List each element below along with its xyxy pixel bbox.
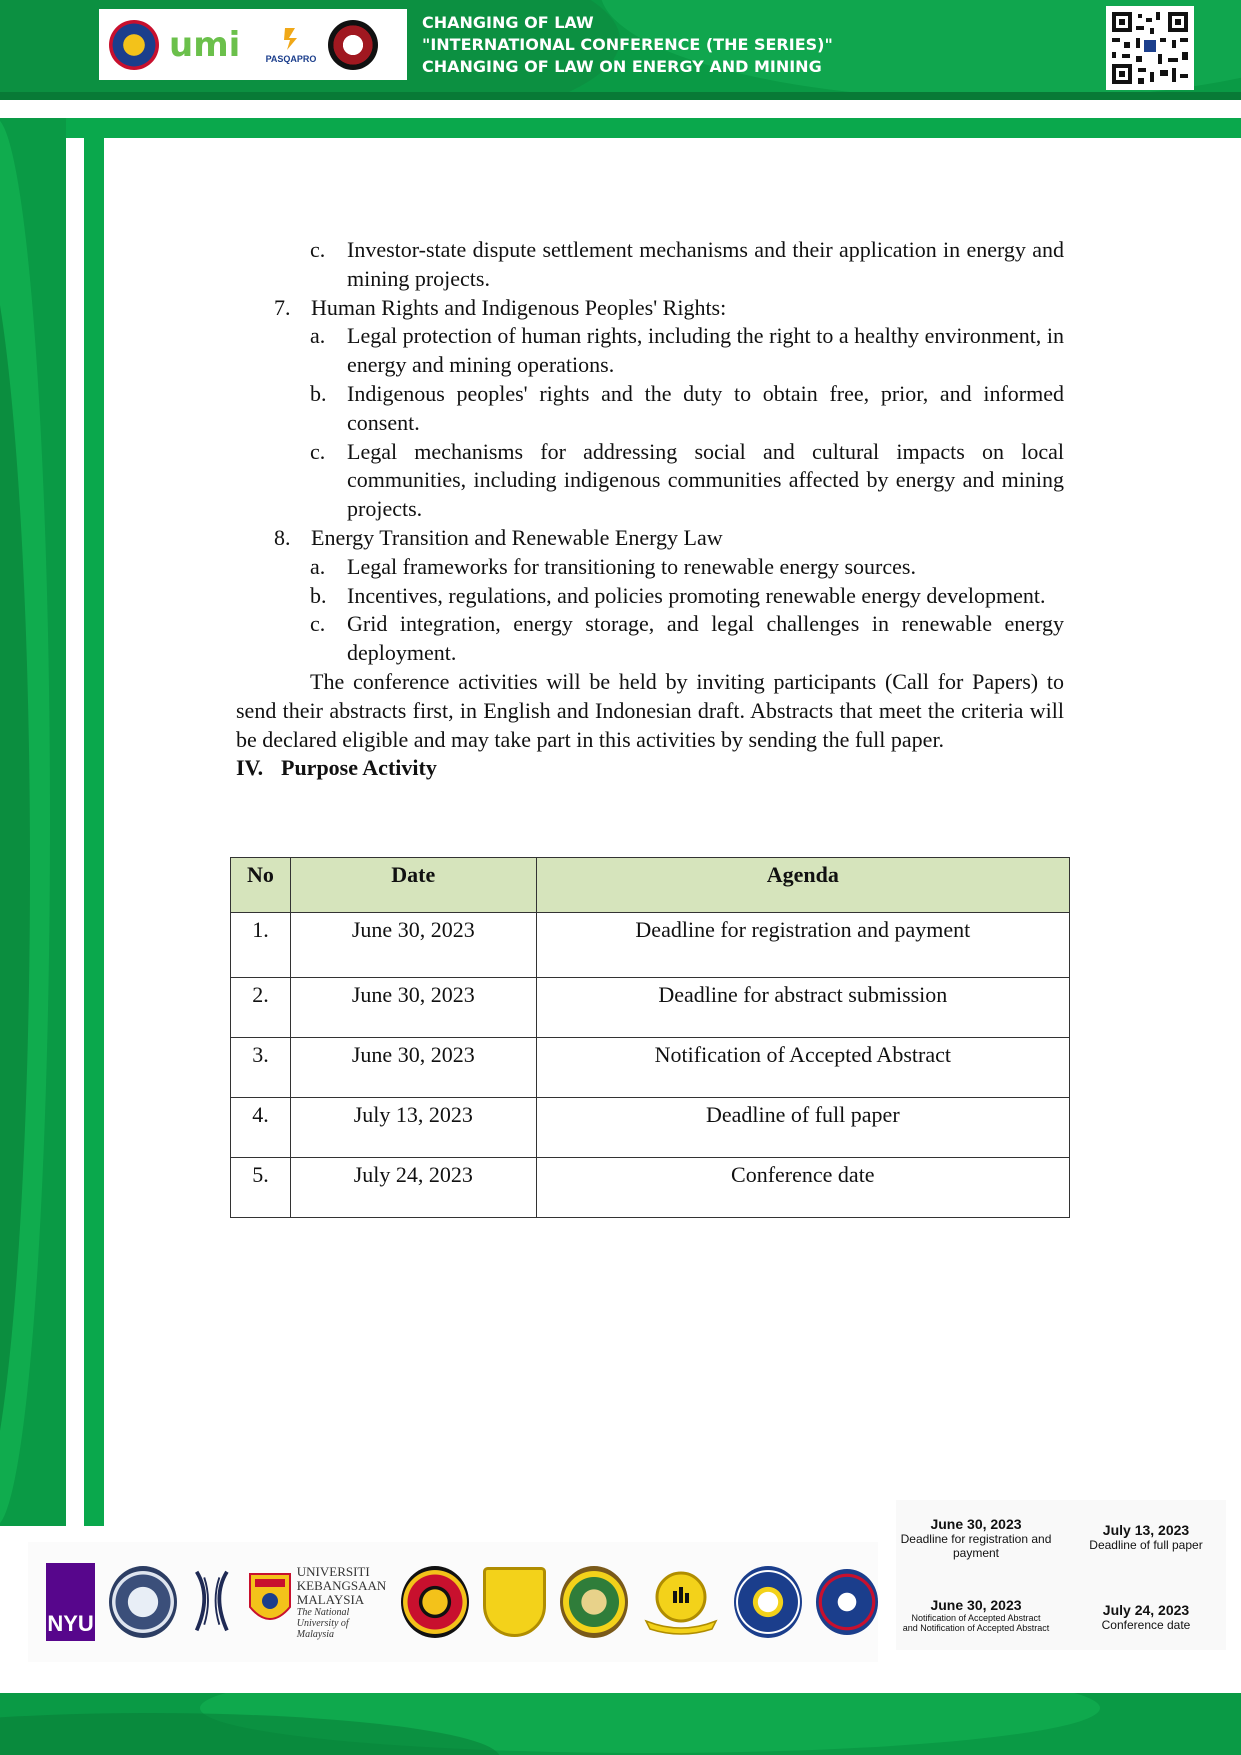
- list-item-text: Human Rights and Indigenous Peoples' Rights:: [311, 294, 727, 320]
- list-item-text: Incentives, regulations, and policies promoting renewable energy development.: [347, 582, 1046, 608]
- list-marker: c.: [310, 237, 326, 262]
- list-item-text: Legal frameworks for transitioning to renewable energy sources.: [347, 553, 916, 579]
- pasqapro-logo: [264, 26, 318, 64]
- cell-date: June 30, 2023: [290, 978, 536, 1038]
- cell-agenda: Notification of Accepted Abstract: [536, 1038, 1069, 1098]
- qr-code[interactable]: [1106, 6, 1194, 90]
- cell-no: 3.: [231, 1038, 291, 1098]
- list-item: [274, 294, 1064, 323]
- ukm-logo: [247, 1565, 387, 1640]
- key-date-sublabel: and Notification of Accepted Abstract: [902, 1623, 1050, 1633]
- list-item-text: Energy Transition and Renewable Energy Law: [311, 524, 723, 550]
- list-item: [310, 438, 1064, 524]
- agenda-table: [230, 857, 1070, 1218]
- key-date-label: Deadline of full paper: [1089, 1538, 1203, 1552]
- header-underline: [0, 92, 1241, 100]
- column-header-agenda: Agenda: [536, 858, 1069, 913]
- key-date: June 30, 2023: [930, 1597, 1022, 1613]
- table-row: [231, 1158, 1070, 1218]
- list-item: [310, 322, 1064, 380]
- cell-date: June 30, 2023: [290, 1038, 536, 1098]
- cell-no: 4.: [231, 1098, 291, 1158]
- pasqapro-label: PASQAPRO: [265, 53, 317, 64]
- key-date-item: [1066, 1602, 1226, 1632]
- university-shield-logo: [483, 1567, 546, 1637]
- list-marker: b.: [310, 380, 327, 406]
- list-marker: b.: [310, 582, 327, 608]
- list-item-text: Legal protection of human rights, including the right to a healthy environment, in energy and mining operations.: [347, 323, 1064, 378]
- list-item: [310, 610, 1064, 668]
- ukm-wordmark: [297, 1565, 387, 1640]
- university-seal-logo: [734, 1566, 802, 1638]
- pasqapro-icon: [281, 26, 301, 52]
- list-item: [310, 582, 1064, 611]
- university-emblem-logo: [642, 1567, 720, 1637]
- list-item: [274, 524, 1064, 553]
- section-title: Purpose Activity: [281, 755, 437, 781]
- jnu-logo: [191, 1566, 233, 1638]
- column-header-date: Date: [290, 858, 536, 913]
- table-header-row: [231, 858, 1070, 913]
- column-header-no: No: [231, 858, 291, 913]
- cell-agenda: Deadline for registration and payment: [536, 913, 1069, 978]
- section-number: IV.: [236, 755, 264, 781]
- list-item: [310, 380, 1064, 438]
- key-date-label: Notification of Accepted Abstract: [911, 1613, 1041, 1623]
- list-marker: c.: [310, 611, 326, 637]
- title-line-1: CHANGING OF LAW: [422, 13, 594, 32]
- page-header: [0, 0, 1241, 100]
- umi-logo: umi: [169, 24, 241, 65]
- cell-date: July 13, 2023: [290, 1098, 536, 1158]
- body-paragraph: The conference activities will be held by inviting participants (Call for Papers) to send their abstracts first, in English and Indonesian draft. Abstracts that meet the criteria will be declared eligible and may take part in this activities by sending the full paper.: [236, 668, 1064, 752]
- list-marker: 7.: [274, 294, 291, 320]
- key-date: July 24, 2023: [1102, 1602, 1190, 1618]
- list-item-text: Legal mechanisms for addressing social and cultural impacts on local communities, including indigenous communities affected by energy and mining projects.: [347, 438, 1064, 522]
- list-item-text: Indigenous peoples' rights and the duty to obtain free, prior, and informed consent.: [347, 380, 1064, 435]
- section-heading: [236, 754, 1064, 783]
- cell-date: June 30, 2023: [290, 913, 536, 978]
- faculty-seal-logo: [328, 20, 378, 70]
- key-dates-panel: [896, 1500, 1226, 1650]
- title-line-3: CHANGING OF LAW ON ENERGY AND MINING: [422, 57, 822, 76]
- university-seal-logo: [109, 20, 159, 70]
- page-footer: [0, 1693, 1241, 1755]
- ukm-line-3: MALAYSIA: [296, 1591, 365, 1607]
- title-line-2: "INTERNATIONAL CONFERENCE (THE SERIES)": [422, 35, 833, 54]
- key-date-item: [1066, 1522, 1226, 1552]
- cell-agenda: Deadline of full paper: [536, 1098, 1069, 1158]
- list-item: [310, 553, 1064, 582]
- cell-date: July 24, 2023: [290, 1158, 536, 1218]
- key-date-label: Deadline for registration and payment: [900, 1532, 1052, 1560]
- list-item-text: Investor-state dispute settlement mechanisms and their application in energy and mining projects.: [347, 237, 1064, 291]
- university-seal-logo: [401, 1566, 469, 1638]
- key-date: July 13, 2023: [1102, 1522, 1190, 1538]
- header-band: [0, 118, 1241, 138]
- cell-no: 1.: [231, 913, 291, 978]
- partner-universities: [28, 1542, 878, 1662]
- document-body: [236, 236, 1064, 783]
- university-seal-logo: [109, 1566, 177, 1638]
- cell-no: 2.: [231, 978, 291, 1038]
- emblem-icon: [642, 1569, 720, 1635]
- table-row: [231, 1098, 1070, 1158]
- ukm-line-2: KEBANGSAAN: [296, 1577, 387, 1593]
- left-stripe-white: [66, 138, 84, 1526]
- cell-no: 5.: [231, 1158, 291, 1218]
- key-date-item: [896, 1516, 1056, 1560]
- ukm-crest-icon: [247, 1571, 293, 1633]
- left-decoration: [0, 118, 66, 1526]
- list-marker: c.: [310, 438, 326, 464]
- ukm-line-1: UNIVERSITI: [296, 1563, 370, 1579]
- table-row: [231, 913, 1070, 978]
- table-row: [231, 1038, 1070, 1098]
- key-date-label: Conference date: [1101, 1618, 1191, 1632]
- list-item: [310, 236, 1064, 294]
- nyu-logo: NYU: [46, 1563, 95, 1641]
- table-row: [231, 978, 1070, 1038]
- key-date: June 30, 2023: [930, 1516, 1022, 1532]
- ukm-tagline: The National University of Malaysia: [296, 1606, 350, 1640]
- cell-agenda: Conference date: [536, 1158, 1069, 1218]
- list-marker: a.: [310, 323, 326, 349]
- university-seal-logo: [560, 1566, 628, 1638]
- list-item-text: Grid integration, energy storage, and legal challenges in renewable energy deployment.: [347, 611, 1064, 666]
- qr-code-icon: [1110, 10, 1190, 86]
- list-marker: 8.: [274, 524, 291, 550]
- left-stripe-green: [84, 138, 104, 1526]
- conference-title: [422, 12, 833, 78]
- key-date-item: [896, 1597, 1056, 1633]
- cell-agenda: Deadline for abstract submission: [536, 978, 1069, 1038]
- university-seal-logo: [816, 1569, 878, 1635]
- list-marker: a.: [310, 553, 326, 579]
- sponsor-logos: [99, 9, 407, 80]
